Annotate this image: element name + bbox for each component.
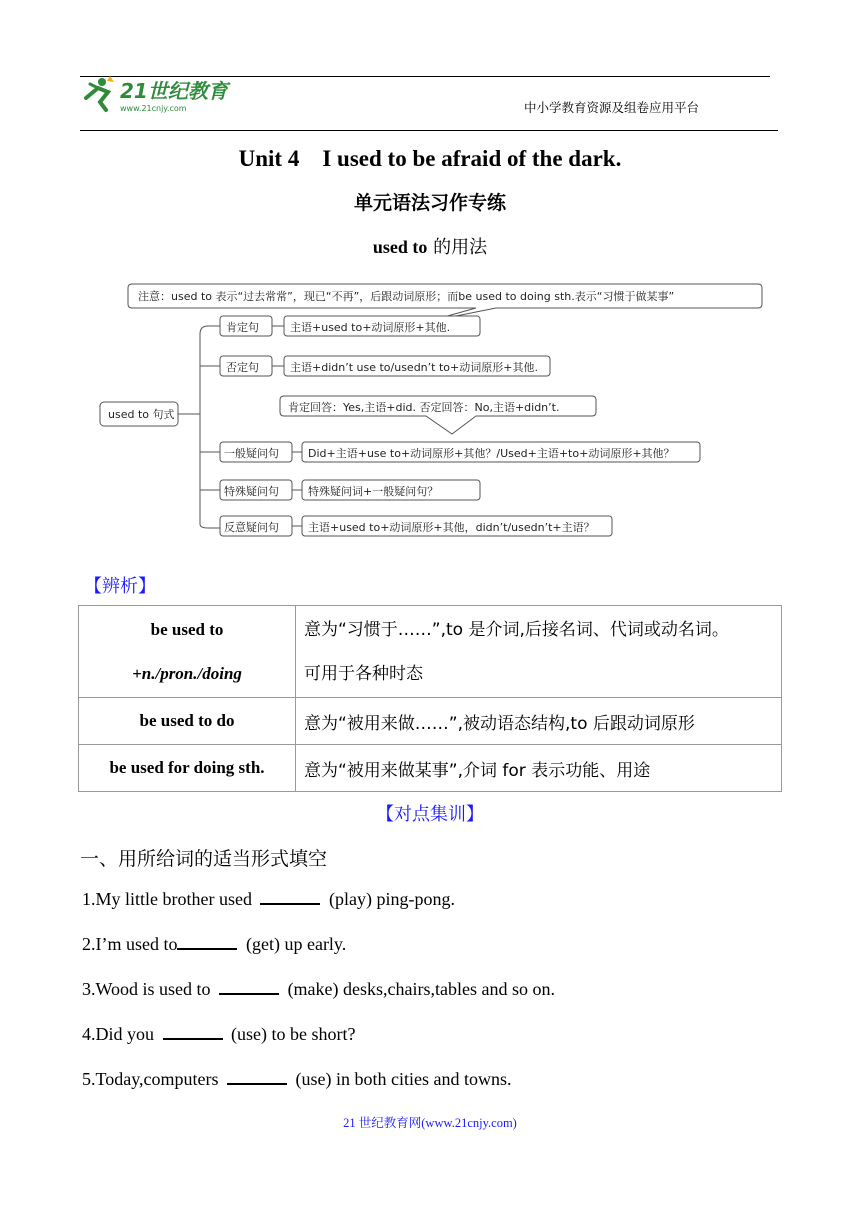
branch-text-wh: 特殊疑问词+一般疑问句？ xyxy=(308,485,439,498)
answer-blank[interactable] xyxy=(260,889,320,905)
table-row xyxy=(79,745,782,792)
logo-url: www.21cnjy.com xyxy=(120,104,187,113)
practice-heading: 【对点集训】 xyxy=(376,804,484,825)
question-3: 3.Wood is used to (make) desks,chairs,tables and so on. xyxy=(82,979,555,999)
row3-right: 意为“被用来做某事”,介词 for 表示功能、用途 xyxy=(296,745,782,792)
branch-label-yesno: 一般疑问句 xyxy=(224,447,279,460)
answer-text: 肯定回答：Yes,主语+did. 否定回答：No,主语+didn’t. xyxy=(288,401,560,414)
comparison-table xyxy=(78,605,782,792)
row1-left-line2: +n./pron./doing xyxy=(132,663,242,683)
question-2: 2.I’m used to (get) up early. xyxy=(82,934,347,954)
row2-right: 意为“被用来做……”,被动语态结构,to 后跟动词原形 xyxy=(296,698,782,745)
branch-text-negative: 主语+didn’t use to/usedn’t to+动词原形+其他. xyxy=(290,361,538,374)
branch-label-affirmative: 肯定句 xyxy=(226,321,259,334)
note-text: 注意：used to 表示“过去常常”，现已“不再”，后跟动词原形；而be used to doing sth.表示“习惯于做某事” xyxy=(138,290,675,303)
row3-left: be used for doing sth. xyxy=(79,745,296,792)
analysis-heading: 【辨析】 xyxy=(84,576,156,597)
topic-en: used to xyxy=(372,237,428,257)
table-row xyxy=(79,606,782,698)
topic-cn: 的用法 xyxy=(433,237,488,258)
row1-left-line1: be used to xyxy=(150,619,224,639)
topic-heading xyxy=(0,233,860,259)
question-5: 5.Today,computers (use) in both cities and towns. xyxy=(82,1069,512,1089)
site-logo xyxy=(80,72,250,116)
header-rule-bottom xyxy=(80,130,778,131)
page-title: Unit 4 I used to be afraid of the dark. xyxy=(238,146,622,171)
branch-label-tag: 反意疑问句 xyxy=(224,521,279,534)
answer-callout xyxy=(280,396,596,434)
branch-text-affirmative: 主语+used to+动词原形+其他. xyxy=(290,321,451,334)
page-subtitle: 单元语法习作专练 xyxy=(353,192,506,214)
branch-label-negative: 否定句 xyxy=(226,361,259,374)
branch-text-tag: 主语+used to+动词原形+其他，didn’t/usedn’t+主语？ xyxy=(308,521,595,534)
branch-text-yesno: Did+主语+use to+动词原形+其他？/Used+主语+to+动词原形+其他？ xyxy=(308,447,675,460)
platform-tagline: 中小学教育资源及组卷应用平台 xyxy=(524,100,700,115)
question-1: 1.My little brother used (play) ping-pong. xyxy=(82,889,455,909)
answer-blank[interactable] xyxy=(163,1024,223,1040)
row1-right-line1: 意为“习惯于……”,to 是介词,后接名词、代词或动名词。 xyxy=(304,619,729,640)
footer-link[interactable]: 21 世纪教育网(www.21cnjy.com) xyxy=(343,1116,517,1130)
runner-icon xyxy=(86,76,114,110)
answer-blank[interactable] xyxy=(177,934,237,950)
row1-right-line2: 可用于各种时态 xyxy=(304,663,423,684)
question-4: 4.Did you (use) to be short? xyxy=(82,1024,356,1044)
logo-text: 21世纪教育 xyxy=(120,79,228,103)
answer-blank[interactable] xyxy=(219,979,279,995)
section-title: 一、用所给词的适当形式填空 xyxy=(80,848,328,870)
row2-left: be used to do xyxy=(79,698,296,745)
branch-label-wh: 特殊疑问句 xyxy=(224,485,279,498)
table-row xyxy=(79,698,782,745)
usage-diagram xyxy=(96,278,776,544)
root-label: used to 句式 xyxy=(108,408,175,421)
answer-blank[interactable] xyxy=(227,1069,287,1085)
